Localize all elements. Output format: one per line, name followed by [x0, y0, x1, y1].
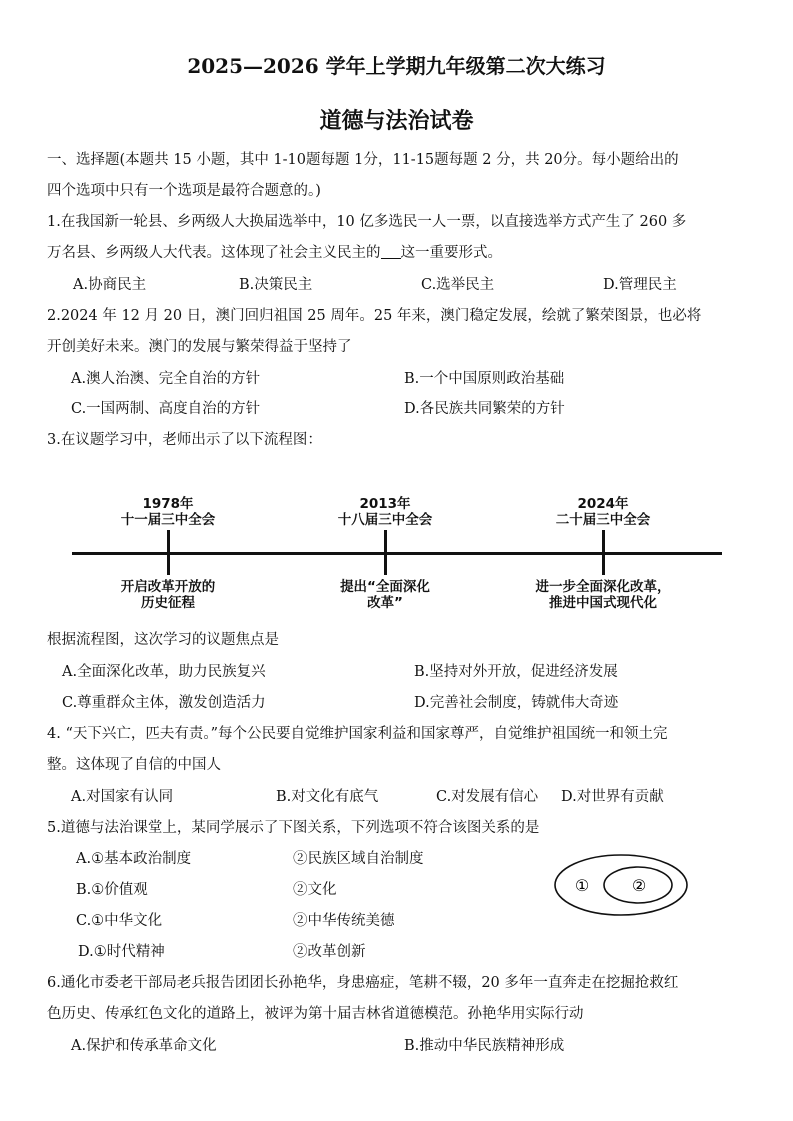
timeline-node-1-tick [167, 530, 170, 575]
q4-option-b: B.对文化有底气 [276, 789, 379, 805]
q4-stem-line-1: 4. “天下兴亡，匹夫有责。”每个公民要自觉维护国家利益和国家尊严，自觉维护祖国统一和领土完 [47, 726, 668, 742]
q6-stem-line-2: 色历史、传承红色文化的道路上，被评为第十届吉林省道德模范。孙艳华用实际行动 [47, 1006, 584, 1022]
q1-option-c: C.选举民主 [421, 277, 495, 293]
q6-option-a: A.保护和传承革命文化 [71, 1038, 217, 1054]
q5-option-a-part-2: ②民族区域自治制度 [293, 851, 424, 867]
q3-option-a: A.全面深化改革，助力民族复兴 [62, 664, 266, 680]
q3-question: 根据流程图，这次学习的议题焦点是 [47, 632, 279, 648]
q3-timeline-diagram [0, 490, 793, 615]
timeline-node-3-meeting: 二十届三中全会 [555, 512, 651, 528]
q2-stem-line-1: 2.2024 年 12 月 20 日，澳门回归祖国 25 周年。25 年来，澳门稳定发展，绘就了繁荣图景，也必将 [47, 308, 702, 324]
q2-stem-line-2: 开创美好未来。澳门的发展与繁荣得益于坚持了 [47, 339, 352, 355]
timeline-node-3-year: 2024年 [577, 496, 629, 512]
q5-option-b-part-1: B.①价值观 [76, 882, 148, 898]
exam-title: 2025—2026 学年上学期九年级第二次大练习 [187, 54, 606, 78]
q1-option-b: B.决策民主 [239, 277, 313, 293]
outer-label: ① [574, 876, 590, 895]
timeline-node-2-year: 2013年 [359, 496, 411, 512]
section-instruction-line-2: 四个选项中只有一个选项是最符合题意的。) [47, 183, 321, 199]
q2-option-c: C.一国两制、高度自治的方针 [71, 401, 261, 417]
timeline-node-1-meeting: 十一届三中全会 [120, 512, 216, 528]
q5-option-c-part-1: C.①中华文化 [76, 913, 163, 929]
q3-option-c: C.尊重群众主体，激发创造活力 [62, 695, 266, 711]
q1-stem-text-b: 这一重要形式。 [400, 245, 502, 261]
q2-option-d: D.各民族共同繁荣的方针 [404, 401, 565, 417]
q5-option-d-part-2: ②改革创新 [293, 944, 366, 960]
timeline-node-3-desc-line-2: 推进中国式现代化 [549, 595, 657, 611]
timeline-node-1-desc-line-1: 开启改革开放的 [120, 579, 216, 595]
q3-option-d: D.完善社会制度，铸就伟大奇迹 [414, 695, 619, 711]
q1-option-d: D.管理民主 [603, 277, 677, 293]
timeline-node-2-meeting: 十八届三中全会 [337, 512, 433, 528]
q5-option-a-part-1: A.①基本政治制度 [76, 851, 192, 867]
timeline-node-1-desc-line-2: 历史征程 [141, 595, 195, 611]
q5-option-b-part-2: ②文化 [293, 882, 337, 898]
timeline-node-2-tick [384, 530, 387, 575]
timeline-node-1-year: 1978年 [142, 496, 194, 512]
inner-label: ② [631, 876, 647, 895]
timeline-node-2-desc-line-2: 改革” [367, 595, 403, 611]
q5-nested-ellipse-diagram [553, 853, 689, 917]
q4-option-c: C.对发展有信心 [436, 789, 539, 805]
q1-answer-blank [381, 244, 401, 259]
q2-option-a: A.澳人治澳、完全自治的方针 [71, 371, 261, 387]
q6-stem-line-1: 6.通化市委老干部局老兵报告团团长孙艳华，身患癌症，笔耕不辍，20 多年一直奔走在挖掘抢救红 [47, 975, 679, 991]
q1-stem-line-1: 1.在我国新一轮县、乡两级人大换届选举中，10 亿多选民一人一票，以直接选举方式产生了 260 多 [47, 214, 687, 230]
q3-stem: 3.在议题学习中，老师出示了以下流程图： [47, 432, 322, 448]
q2-option-b: B.一个中国原则政治基础 [404, 371, 565, 387]
q5-option-d-part-1: D.①时代精神 [78, 944, 165, 960]
timeline-node-3-desc-line-1: 进一步全面深化改革， [535, 579, 671, 595]
section-instruction-line-1: 一、选择题(本题共 15 小题，其中 1-10题每题 1分，11-15题每题 2 分，共 20分。每小题给出的 [47, 152, 679, 168]
q4-option-a: A.对国家有认同 [71, 789, 174, 805]
q1-stem-text-a: 万名县、乡两级人大代表。这体现了社会主义民主的 [47, 245, 381, 261]
q5-option-c-part-2: ②中华传统美德 [293, 913, 395, 929]
q4-stem-line-2: 整。这体现了自信的中国人 [47, 757, 221, 773]
q1-option-a: A.协商民主 [73, 277, 147, 293]
q3-option-b: B.坚持对外开放，促进经济发展 [414, 664, 618, 680]
q6-option-b: B.推动中华民族精神形成 [404, 1038, 565, 1054]
q4-option-d: D.对世界有贡献 [561, 789, 664, 805]
timeline-node-3-tick [602, 530, 605, 575]
timeline-node-2-desc-line-1: 提出“全面深化 [340, 579, 430, 595]
q1-stem-line-2 [47, 241, 502, 262]
q5-stem: 5.道德与法治课堂上，某同学展示了下图关系，下列选项不符合该图关系的是 [47, 820, 540, 836]
exam-subtitle: 道德与法治试卷 [319, 108, 474, 134]
